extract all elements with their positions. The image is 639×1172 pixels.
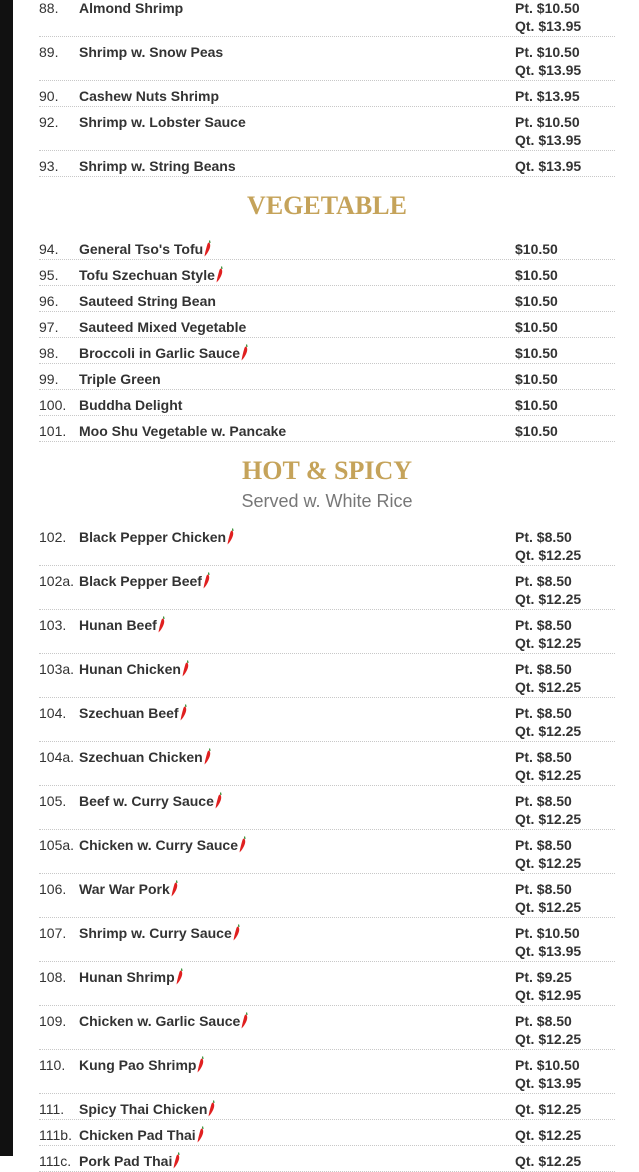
item-name (79, 792, 515, 810)
price-value: Qt. $12.25 (515, 723, 582, 739)
chili-pepper-icon (180, 704, 187, 721)
price-value: Qt. $12.25 (515, 811, 582, 827)
chili-pepper-icon (227, 528, 234, 545)
price-value: Qt. $12.25 (515, 1153, 582, 1169)
chili-pepper-icon (158, 616, 165, 633)
item-number: 103a. (39, 661, 75, 677)
item-name-text: Buddha Delight (79, 397, 183, 413)
shrimp-items-list (39, 0, 615, 177)
item-name (79, 422, 511, 440)
price-value: $10.50 (515, 397, 558, 413)
menu-item-row (39, 107, 615, 151)
menu-item-row (39, 1146, 615, 1172)
item-name (79, 968, 515, 986)
chili-pepper-icon (208, 1100, 215, 1117)
menu-item-row (39, 742, 615, 786)
item-price (515, 157, 615, 175)
item-name-text: Spicy Thai Chicken (79, 1101, 208, 1117)
item-name (79, 880, 515, 898)
item-price (515, 1126, 615, 1144)
item-name-text: Hunan Shrimp (79, 969, 175, 985)
item-name (79, 660, 515, 678)
item-number: 111. (39, 1101, 65, 1117)
menu-item-row (39, 234, 615, 260)
menu-item-row (39, 1050, 615, 1094)
item-number: 90. (39, 88, 59, 104)
item-name-text: Tofu Szechuan Style (79, 267, 215, 283)
item-number: 109. (39, 1013, 67, 1029)
price-value: $10.50 (515, 423, 558, 439)
item-name (79, 1126, 515, 1144)
chili-pepper-icon (239, 836, 246, 853)
menu-item-row (39, 830, 615, 874)
item-name (79, 43, 515, 61)
item-price (515, 880, 615, 916)
price-value: $10.50 (515, 319, 558, 335)
menu-item-row (39, 1094, 615, 1120)
menu-item-row (39, 654, 615, 698)
item-name (79, 0, 515, 17)
section-title-hot-spicy: HOT & SPICY (242, 456, 412, 485)
item-name-text: Cashew Nuts Shrimp (79, 88, 220, 104)
item-name-text: Beef w. Curry Sauce (79, 793, 214, 809)
item-name-text: War War Pork (79, 881, 170, 897)
price-value: Qt. $12.25 (515, 1127, 582, 1143)
chili-pepper-icon (216, 266, 223, 283)
item-price (515, 1100, 615, 1118)
menu-item-row (39, 81, 615, 107)
item-name (79, 266, 511, 284)
item-name (79, 704, 515, 722)
hot-spicy-items-list (39, 522, 615, 1172)
price-value: $10.50 (515, 267, 558, 283)
price-value: Pt. $8.50 (515, 881, 572, 897)
item-name (79, 836, 515, 854)
item-number: 96. (39, 293, 59, 309)
item-name-text: Hunan Beef (79, 617, 157, 633)
item-price (515, 87, 615, 105)
left-edge-bar (0, 0, 13, 1156)
item-number: 110. (39, 1057, 66, 1073)
menu-item-row (39, 390, 615, 416)
price-value: Pt. $13.95 (515, 88, 580, 104)
price-value: Qt. $13.95 (515, 158, 582, 174)
item-name-text: Black Pepper Beef (79, 573, 202, 589)
price-value: Pt. $8.50 (515, 1013, 572, 1029)
item-name-text: Shrimp w. String Beans (79, 158, 236, 174)
item-name-text: Shrimp w. Snow Peas (79, 44, 224, 60)
menu-item-row (39, 151, 615, 177)
item-price (515, 924, 615, 960)
menu-item-row (39, 610, 615, 654)
item-number: 100. (39, 397, 67, 413)
chili-pepper-icon (241, 344, 248, 361)
item-number: 102a. (39, 573, 75, 589)
item-number: 89. (39, 44, 59, 60)
item-price (511, 292, 615, 310)
price-value: Qt. $12.25 (515, 547, 582, 563)
price-value: $10.50 (515, 345, 558, 361)
item-name (79, 370, 511, 388)
item-number: 103. (39, 617, 67, 633)
price-value: Qt. $13.95 (515, 943, 582, 959)
menu-item-row (39, 312, 615, 338)
item-number: 92. (39, 114, 59, 130)
item-name-text: Chicken w. Curry Sauce (79, 837, 238, 853)
section-title-vegetable: VEGETABLE (247, 191, 407, 220)
price-value: Qt. $12.25 (515, 1031, 582, 1047)
item-price (515, 572, 615, 608)
menu-item-row (39, 37, 615, 81)
menu-item-row (39, 260, 615, 286)
chili-pepper-icon (182, 660, 189, 677)
price-value: Pt. $10.50 (515, 925, 580, 941)
item-name (79, 924, 515, 942)
item-name (79, 1012, 515, 1030)
item-number: 95. (39, 267, 59, 283)
item-price (511, 396, 615, 414)
menu-item-row (39, 1120, 615, 1146)
price-value: Qt. $12.25 (515, 767, 582, 783)
item-name (79, 292, 511, 310)
item-name (79, 528, 515, 546)
item-name (79, 157, 515, 175)
item-number: 98. (39, 345, 59, 361)
price-value: $10.50 (515, 241, 558, 257)
item-name-text: Black Pepper Chicken (79, 529, 227, 545)
item-price (515, 43, 615, 79)
chili-pepper-icon (197, 1056, 204, 1073)
price-value: Pt. $8.50 (515, 793, 572, 809)
item-price (515, 1152, 615, 1170)
item-name-text: Sauteed String Bean (79, 293, 216, 309)
price-value: Qt. $12.25 (515, 635, 582, 651)
item-number: 105. (39, 793, 67, 809)
item-price (515, 792, 615, 828)
item-name-text: Triple Green (79, 371, 161, 387)
item-name-text: Pork Pad Thai (79, 1153, 173, 1169)
item-name-text: Kung Pao Shrimp (79, 1057, 197, 1073)
price-value: Pt. $8.50 (515, 573, 572, 589)
item-name (79, 748, 515, 766)
vegetable-items-list (39, 234, 615, 442)
price-value: Pt. $10.50 (515, 44, 580, 60)
item-price (515, 660, 615, 696)
menu-item-row (39, 874, 615, 918)
menu-item-row (39, 0, 615, 37)
item-name-text: Szechuan Beef (79, 705, 179, 721)
item-name-text: Moo Shu Vegetable w. Pancake (79, 423, 287, 439)
price-value: Qt. $13.95 (515, 62, 582, 78)
chili-pepper-icon (176, 968, 183, 985)
item-price (511, 318, 615, 336)
item-name (79, 344, 511, 362)
item-number: 106. (39, 881, 67, 897)
menu-item-row (39, 522, 615, 566)
price-value: Qt. $13.95 (515, 18, 582, 34)
item-number: 99. (39, 371, 59, 387)
chili-pepper-icon (204, 748, 211, 765)
item-number: 102. (39, 529, 67, 545)
item-number: 94. (39, 241, 59, 257)
chili-pepper-icon (215, 792, 222, 809)
price-value: Qt. $12.25 (515, 591, 582, 607)
chili-pepper-icon (173, 1152, 180, 1169)
item-number: 97. (39, 319, 59, 335)
chili-pepper-icon (197, 1126, 204, 1143)
item-price (515, 616, 615, 652)
item-price (515, 528, 615, 564)
item-price (515, 968, 615, 1004)
price-value: Qt. $12.25 (515, 855, 582, 871)
price-value: Pt. $10.50 (515, 1057, 580, 1073)
price-value: Pt. $10.50 (515, 0, 580, 16)
item-number: 111b. (39, 1127, 72, 1143)
price-value: $10.50 (515, 293, 558, 309)
item-number: 93. (39, 158, 59, 174)
item-number: 104a. (39, 749, 75, 765)
item-price (515, 704, 615, 740)
item-price (511, 370, 615, 388)
item-name-text: Hunan Chicken (79, 661, 181, 677)
item-number: 107. (39, 925, 67, 941)
item-name-text: Almond Shrimp (79, 0, 184, 16)
price-value: Qt. $13.95 (515, 1075, 582, 1091)
price-value: $10.50 (515, 371, 558, 387)
menu-item-row (39, 1006, 615, 1050)
item-price (515, 836, 615, 872)
item-price (515, 748, 615, 784)
menu-item-row (39, 962, 615, 1006)
price-value: Pt. $8.50 (515, 749, 572, 765)
item-number: 108. (39, 969, 67, 985)
item-name-text: Chicken w. Garlic Sauce (79, 1013, 241, 1029)
chili-pepper-icon (204, 240, 211, 257)
item-name-text: Sauteed Mixed Vegetable (79, 319, 247, 335)
chili-pepper-icon (233, 924, 240, 941)
menu-item-row (39, 416, 615, 442)
item-name (79, 240, 511, 258)
item-name-text: Shrimp w. Lobster Sauce (79, 114, 246, 130)
item-price (515, 1012, 615, 1048)
price-value: Pt. $10.50 (515, 114, 580, 130)
item-number: 111c. (39, 1153, 72, 1169)
chili-pepper-icon (203, 572, 210, 589)
menu-item-row (39, 918, 615, 962)
item-price (515, 1056, 615, 1092)
item-price (511, 266, 615, 284)
menu-item-row (39, 566, 615, 610)
item-name-text: Shrimp w. Curry Sauce (79, 925, 232, 941)
menu-list (39, 0, 615, 1172)
price-value: Pt. $8.50 (515, 837, 572, 853)
item-price (515, 0, 615, 35)
item-name (79, 318, 511, 336)
section-subtitle-hot-spicy: Served w. White Rice (241, 491, 413, 511)
item-name (79, 87, 515, 105)
chili-pepper-icon (241, 1012, 248, 1029)
price-value: Qt. $12.95 (515, 987, 582, 1003)
item-number: 104. (39, 705, 67, 721)
item-name (79, 113, 515, 131)
price-value: Qt. $12.25 (515, 899, 582, 915)
menu-item-row (39, 364, 615, 390)
chili-pepper-icon (171, 880, 178, 897)
price-value: Pt. $9.25 (515, 969, 572, 985)
item-price (515, 113, 615, 149)
item-name (79, 1056, 515, 1074)
item-number: 105a. (39, 837, 75, 853)
item-price (511, 422, 615, 440)
price-value: Qt. $12.25 (515, 679, 582, 695)
item-name (79, 1152, 515, 1170)
menu-item-row (39, 286, 615, 312)
item-name-text: Chicken Pad Thai (79, 1127, 196, 1143)
item-number: 101. (39, 423, 67, 439)
item-name (79, 1100, 515, 1118)
price-value: Pt. $8.50 (515, 529, 572, 545)
price-value: Pt. $8.50 (515, 661, 572, 677)
menu-item-row (39, 786, 615, 830)
menu-item-row (39, 698, 615, 742)
item-number: 88. (39, 0, 59, 16)
item-name-text: General Tso's Tofu (79, 241, 204, 257)
item-name (79, 616, 515, 634)
menu-item-row (39, 338, 615, 364)
price-value: Pt. $8.50 (515, 705, 572, 721)
item-price (511, 344, 615, 362)
item-name (79, 572, 515, 590)
price-value: Qt. $12.25 (515, 1101, 582, 1117)
item-name-text: Szechuan Chicken (79, 749, 203, 765)
price-value: Qt. $13.95 (515, 132, 582, 148)
price-value: Pt. $8.50 (515, 617, 572, 633)
item-name-text: Broccoli in Garlic Sauce (79, 345, 241, 361)
item-name (79, 396, 511, 414)
item-price (511, 240, 615, 258)
